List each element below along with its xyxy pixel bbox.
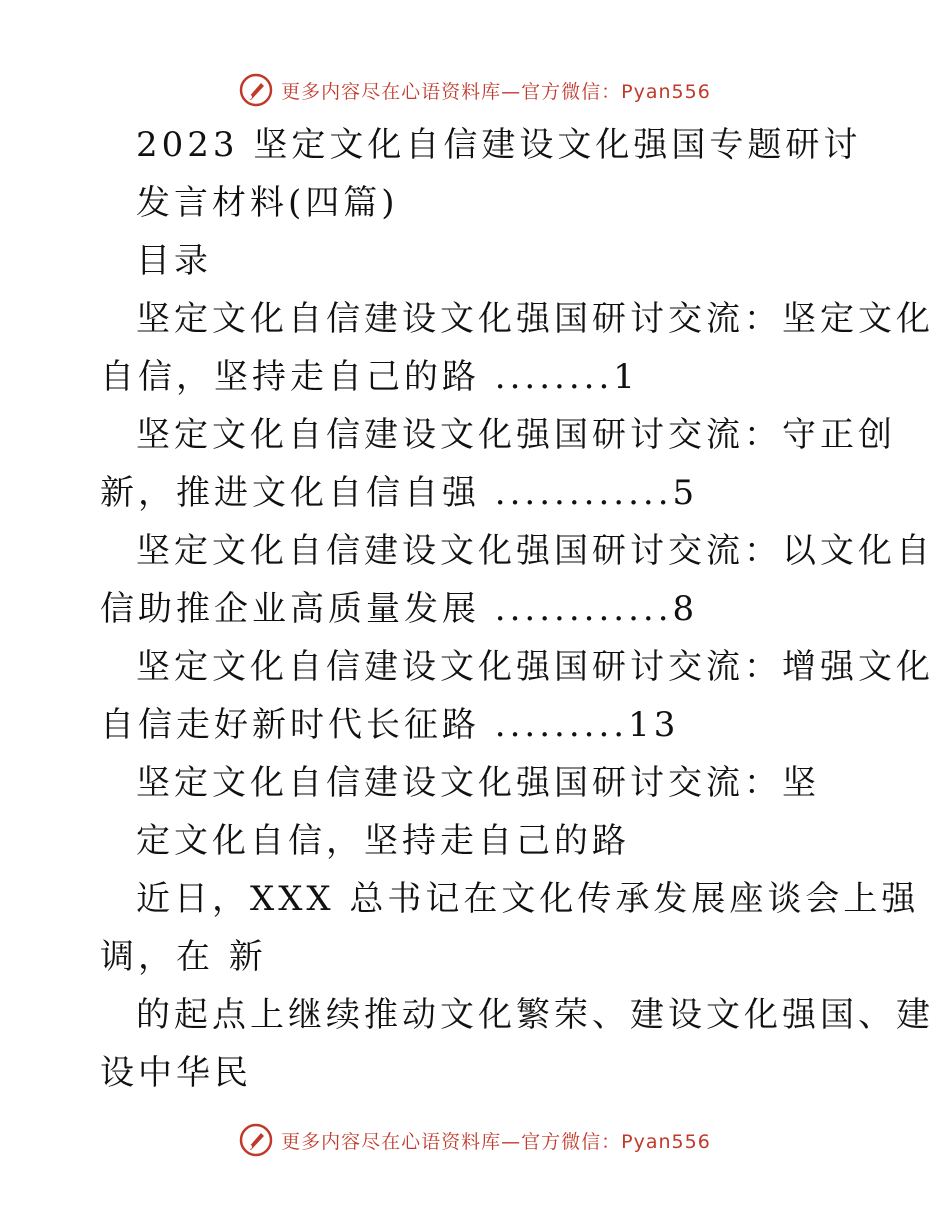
doc-title-line-2: 发言材料(四篇) — [136, 183, 399, 223]
doc-title-line-1: 2023 坚定文化自信建设文化强国专题研讨 — [136, 125, 862, 165]
paragraph-line: 调，在 新 — [100, 937, 267, 977]
toc-entry-4-line-1: 坚定文化自信建设文化强国研讨交流：增强文化 — [136, 647, 934, 687]
paragraph-line: 的起点上继续推动文化繁荣、建设文化强国、建 — [136, 995, 934, 1035]
pen-logo-icon — [239, 73, 273, 107]
footer-watermark — [0, 1120, 950, 1160]
toc-entry-2-line-1: 坚定文化自信建设文化强国研讨交流：守正创 — [136, 415, 896, 455]
document-body — [100, 116, 934, 1102]
paragraph-line: 设中华民 — [100, 1053, 252, 1093]
paragraph-line: 近日，XXX 总书记在文化传承发展座谈会上强 — [136, 879, 920, 919]
toc-entry-4-line-2: 自信走好新时代长征路 .........13 — [100, 705, 680, 745]
toc-entry-2-line-2: 新，推进文化自信自强 ............5 — [100, 473, 699, 513]
section-title-line-1: 坚定文化自信建设文化强国研讨交流：坚 — [136, 763, 820, 803]
watermark-text: 更多内容尽在心语资料库—官方微信：Pyan556 — [281, 80, 711, 103]
toc-entry-1-line-1: 坚定文化自信建设文化强国研讨交流：坚定文化 — [136, 299, 934, 339]
watermark-text: 更多内容尽在心语资料库—官方微信：Pyan556 — [281, 1130, 711, 1153]
section-title-line-2: 定文化自信，坚持走自己的路 — [136, 821, 630, 861]
toc-entry-1-line-2: 自信，坚持走自己的路 ........1 — [100, 357, 639, 397]
pen-logo-icon — [239, 1123, 273, 1157]
toc-entry-3-line-2: 信助推企业高质量发展 ............8 — [100, 589, 699, 629]
toc-entry-3-line-1: 坚定文化自信建设文化强国研讨交流：以文化自 — [136, 531, 934, 571]
header-watermark — [0, 70, 950, 110]
toc-heading: 目录 — [136, 241, 212, 281]
